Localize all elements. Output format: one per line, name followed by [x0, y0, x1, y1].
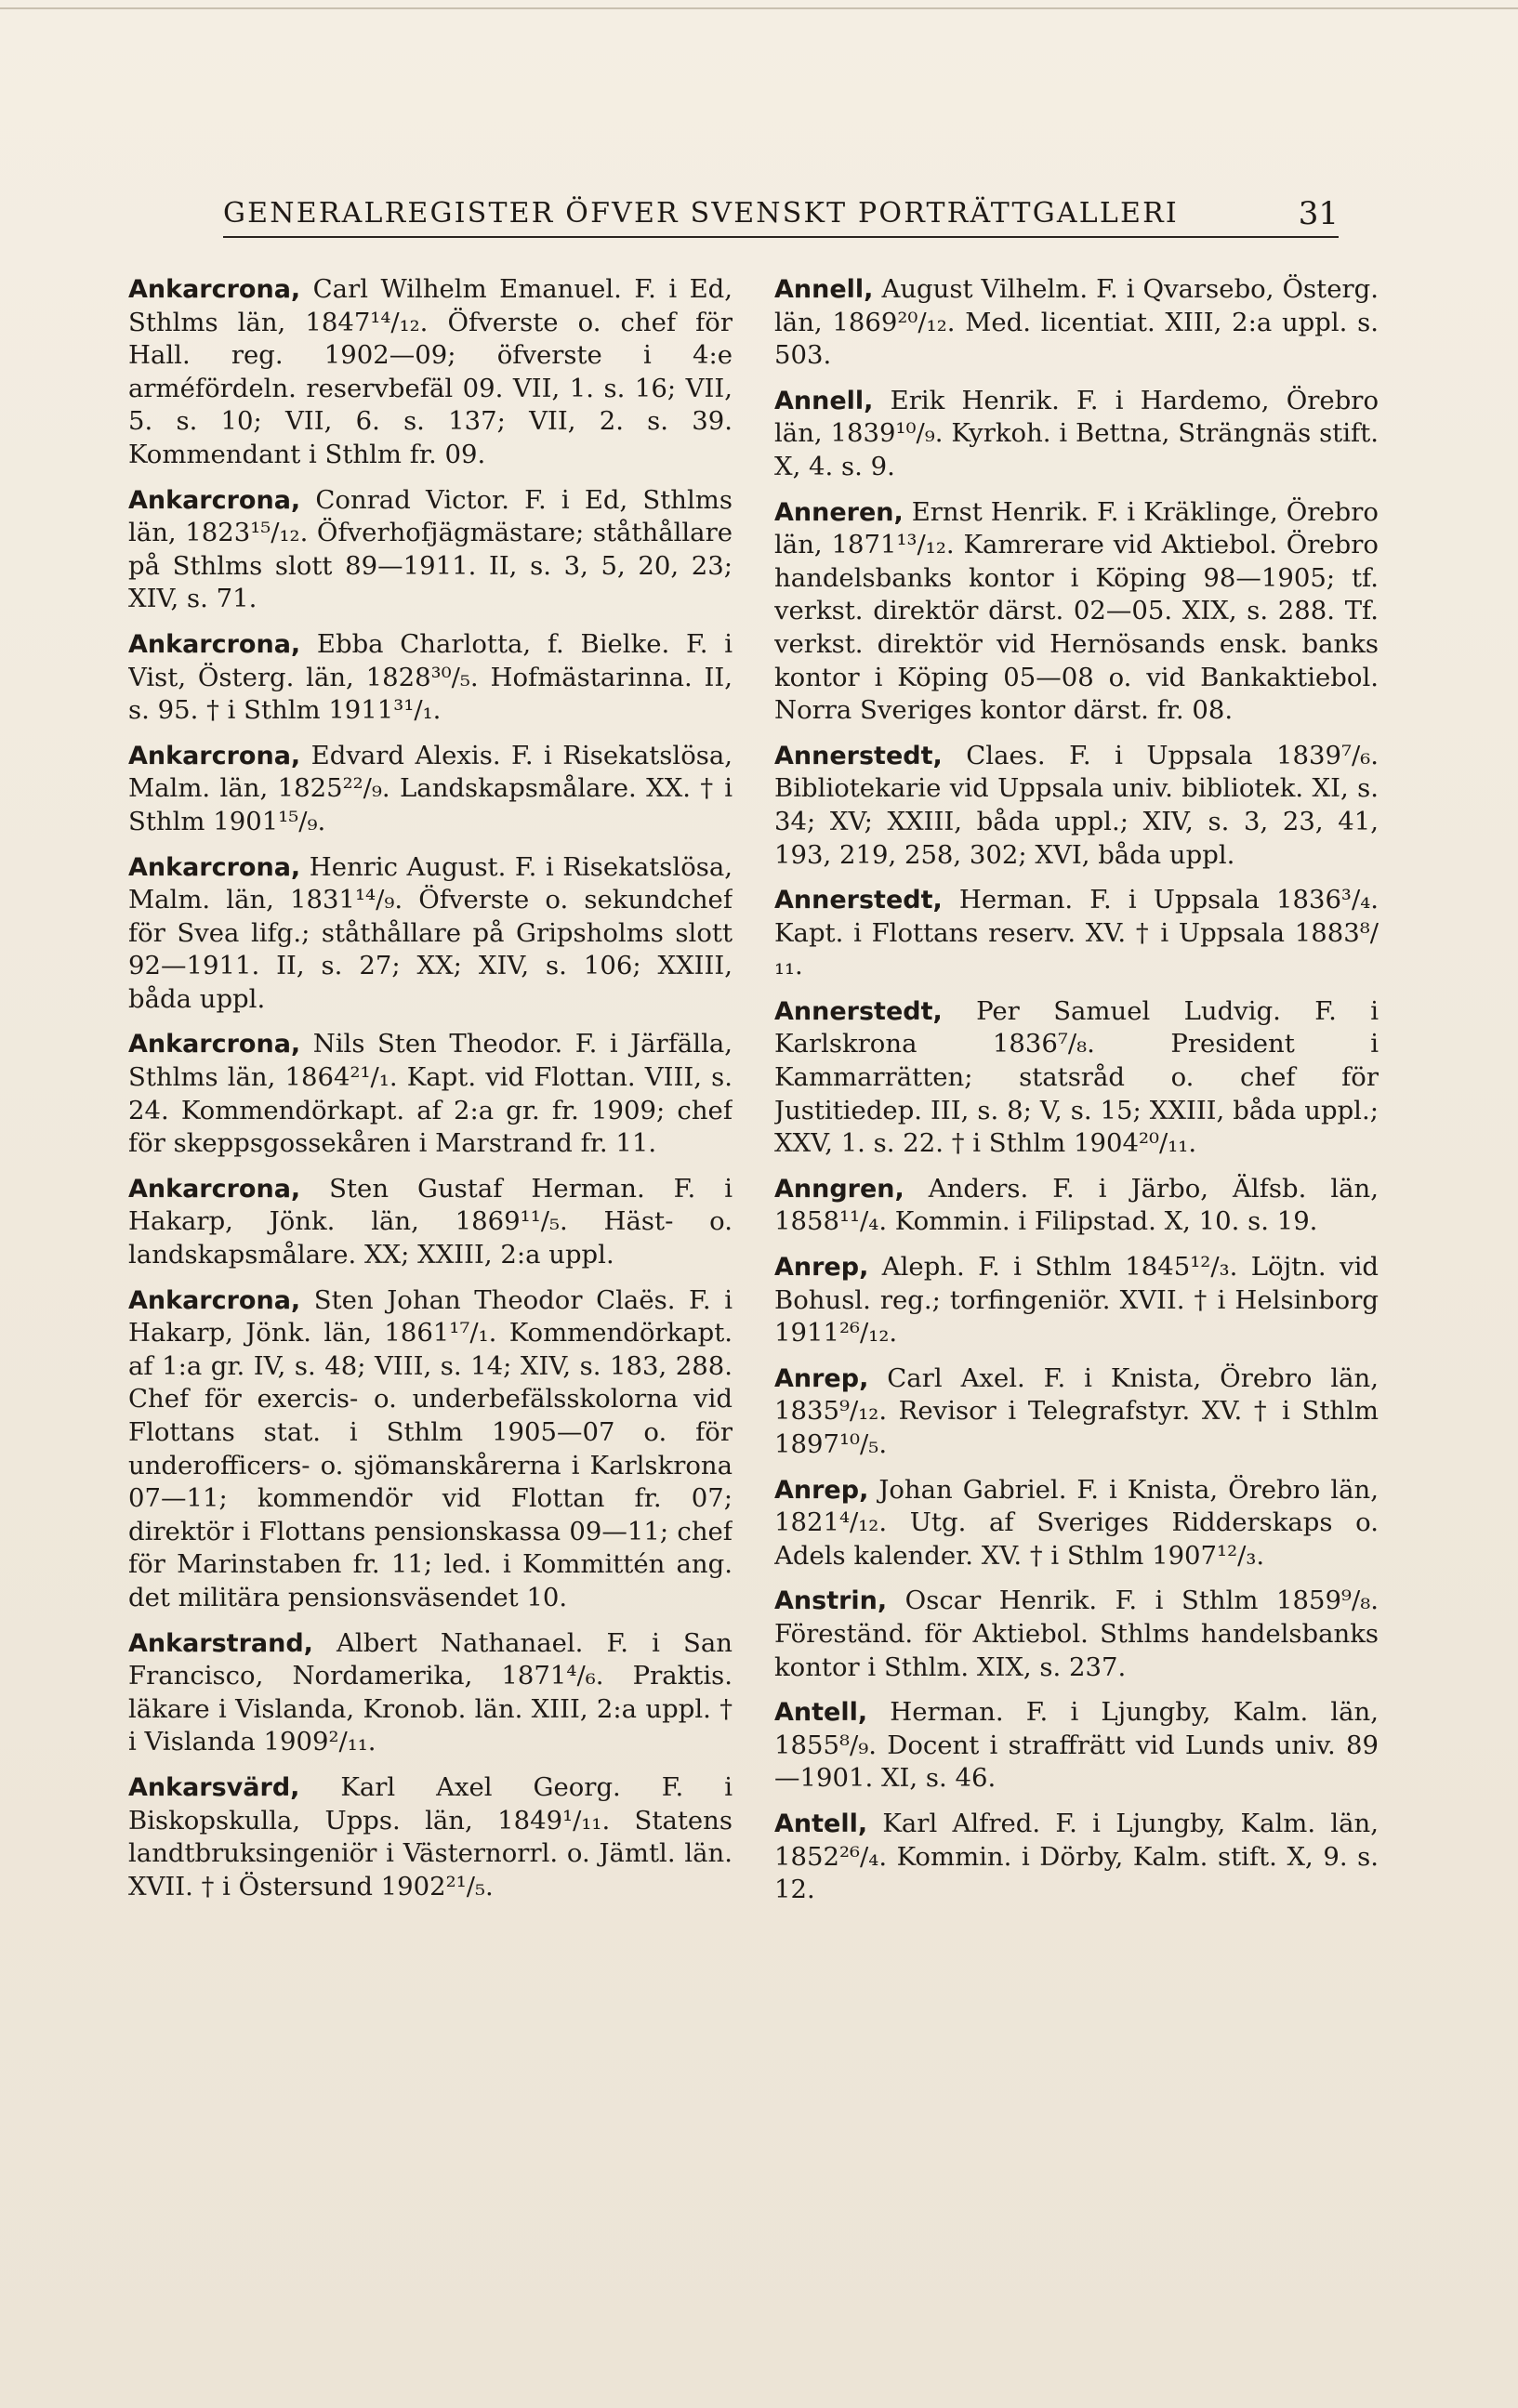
- register-entry: [774, 1251, 1379, 1350]
- entry-surname: Annerstedt,: [774, 996, 943, 1026]
- entry-surname: Annerstedt,: [774, 886, 943, 915]
- entry-text: Ebba Charlotta, f. Bielke. F. i Vist, Österg. län, 1828³⁰/₅. Hofmästarinna. II, s. 95. † i Sthlm 1911³¹/₁.: [128, 628, 733, 726]
- register-entry: [128, 1028, 733, 1160]
- register-entry: [774, 1585, 1379, 1684]
- entry-surname: Annell,: [774, 275, 874, 304]
- register-entry: [128, 1173, 733, 1272]
- register-entry: [774, 1696, 1379, 1796]
- entry-text: Anders. F. i Järbo, Älfsb. län, 1858¹¹/₄. Kommin. i Filipstad. X, 10. s. 19.: [774, 1173, 1379, 1237]
- left-column: [128, 273, 733, 2355]
- entry-text: Oscar Henrik. F. i Sthlm 1859⁹/₈. Föreständ. för Aktiebol. Sthlms handelsbanks kontor i Sthlm. XIX, s. 237.: [774, 1586, 1379, 1682]
- entry-text: Karl Alfred. F. i Ljungby, Kalm. län, 1852²⁶/₄. Kommin. i Dörby, Kalm. stift. X, 9. s. 12.: [774, 1808, 1379, 1905]
- entry-surname: Ankarstrand,: [128, 1628, 313, 1658]
- entry-surname: Anneren,: [774, 497, 904, 527]
- register-entry: [774, 740, 1379, 872]
- top-edge-line: [0, 7, 1518, 9]
- entry-text: Herman. F. i Ljungby, Kalm. län, 1855⁸/₉. Docent i straffrätt vid Lunds univ. 89—1901. XI, s. 46.: [774, 1697, 1379, 1794]
- entry-surname: Ankarcrona,: [128, 275, 301, 304]
- register-entry: [774, 995, 1379, 1161]
- entry-text: Herman. F. i Uppsala 1836³/₄. Kapt. i Flottans reserv. XV. † i Uppsala 1883⁸/₁₁.: [774, 885, 1379, 981]
- entry-text: Nils Sten Theodor. F. i Järfälla, Sthlms län, 1864²¹/₁. Kapt. vid Flottan. VIII, s. 24. Kommendörkapt. af 2:a gr. fr. 1909; chef för skeppsgossekåren i Marstrand fr. 11.: [128, 1029, 733, 1159]
- entry-text: Edvard Alexis. F. i Risekatslösa, Malm. län, 1825²²/₉. Landskapsmålare. XX. † i Sthlm 1901¹⁵/₉.: [128, 740, 733, 836]
- running-header: [223, 195, 1339, 238]
- register-entry: [774, 884, 1379, 983]
- entry-text: Johan Gabriel. F. i Knista, Örebro län, 1821⁴/₁₂. Utg. af Sveriges Ridderskaps o. Adels kalender. XV. † i Sthlm 1907¹²/₃.: [774, 1474, 1379, 1571]
- entry-text: Per Samuel Ludvig. F. i Karlskrona 1836⁷/₈. President i Kammarrätten; statsråd o. chef för Justitiedep. III, s. 8; V, s. 15; XXIII, båda uppl.; XXV, 1. s. 22. † i Sthlm 1904²⁰/₁₁.: [774, 995, 1379, 1159]
- right-column: [774, 273, 1379, 2355]
- entry-text: Ernst Henrik. F. i Kräklinge, Örebro län, 1871¹³/₁₂. Kamrerare vid Aktiebol. Örebro handelsbanks kontor i Köping 98—1905; tf. verkst. direktör därst. 02—05. XIX, s. 288. Tf. verkst. direktör vid Hernösands ensk. banks kontor i Köping 05—08 o. vid Bankaktiebol. Norra Sveriges kontor därst. fr. 08.: [774, 496, 1379, 726]
- entry-surname: Ankarcrona,: [128, 852, 301, 882]
- entry-surname: Ankarcrona,: [128, 485, 301, 515]
- register-entry: [774, 1362, 1379, 1462]
- register-entry: [774, 273, 1379, 373]
- entry-text: Sten Johan Theodor Claës. F. i Hakarp, Jönk. län, 1861¹⁷/₁. Kommendörkapt. af 1:a gr. IV, s. 48; VIII, s. 14; XIV, s. 183, 288. Chef för exercis- o. underbefälsskolorna vid Flottans stat. i Sthlm 1905—07 o. för underofficers- o. sjömanskårerna i Karlskrona 07—11; kommendör vid Flottan fr. 07; direktör i Flottans pensionskassa 09—11; chef för Marinstaben fr. 11; led. i Kommittén ang. det militära pensionsväsendet 10.: [128, 1284, 733, 1612]
- entry-text: Carl Axel. F. i Knista, Örebro län, 1835⁹/₁₂. Revisor i Telegrafstyr. XV. † i Sthlm 1897¹⁰/₅.: [774, 1362, 1379, 1459]
- entry-text: Henric August. F. i Risekatslösa, Malm. län, 1831¹⁴/₉. Öfverste o. sekundchef för Svea lifg.; ståthållare på Gripsholms slott 92—1911. II, s. 27; XX; XIV, s. 106; XXIII, båda uppl.: [128, 851, 733, 1014]
- entry-text: August Vilhelm. F. i Qvarsebo, Österg. län, 1869²⁰/₁₂. Med. licentiat. XIII, 2:a uppl. s. 503.: [774, 274, 1379, 371]
- entry-surname: Anstrin,: [774, 1586, 888, 1616]
- register-entry: [774, 1808, 1379, 1907]
- header-title: GENERALREGISTER ÖFVER SVENSKT PORTRÄTTGALLERI: [223, 197, 1179, 230]
- entry-text: Aleph. F. i Sthlm 1845¹²/₃. Löjtn. vid Bohusl. reg.; torfingeniör. XVII. † i Helsinborg 1911²⁶/₁₂.: [774, 1252, 1379, 1349]
- entry-surname: Anrep,: [774, 1475, 869, 1505]
- entry-surname: Antell,: [774, 1698, 868, 1728]
- register-entry: [128, 628, 733, 728]
- register-entry: [128, 273, 733, 472]
- entry-surname: Ankarcrona,: [128, 1030, 301, 1059]
- register-entry: [128, 1771, 733, 1903]
- register-entry: [128, 740, 733, 839]
- register-entry: [774, 496, 1379, 728]
- entry-surname: Ankarcrona,: [128, 1285, 301, 1315]
- entry-surname: Ankarcrona,: [128, 629, 301, 659]
- entry-surname: Ankarcrona,: [128, 1174, 301, 1204]
- register-entry: [128, 1284, 733, 1615]
- entry-surname: Antell,: [774, 1809, 868, 1838]
- entry-surname: Anngren,: [774, 1174, 904, 1204]
- entry-surname: Ankarsvärd,: [128, 1772, 300, 1802]
- entry-surname: Annerstedt,: [774, 741, 943, 770]
- entry-text: Conrad Victor. F. i Ed, Sthlms län, 1823¹⁵/₁₂. Öfverhofjägmästare; ståthållare på Sthlms slott 89—1911. II, s. 3, 5, 20, 23; XIV, s. 71.: [128, 484, 733, 614]
- entry-text: Erik Henrik. F. i Hardemo, Örebro län, 1839¹⁰/₉. Kyrkoh. i Bettna, Strängnäs stift. X, 4. s. 9.: [774, 385, 1379, 481]
- register-entry: [774, 1173, 1379, 1239]
- page-number: 31: [1298, 195, 1339, 232]
- entry-text: Sten Gustaf Herman. F. i Hakarp, Jönk. län, 1869¹¹/₅. Häst- o. landskapsmålare. XX; XXIII, 2:a uppl.: [128, 1173, 733, 1270]
- entry-surname: Anrep,: [774, 1253, 869, 1283]
- entry-text: Albert Nathanael. F. i San Francisco, Nordamerika, 1871⁴/₆. Praktis. läkare i Vislanda, Kronob. län. XIII, 2:a uppl. † i Vislanda 1909²/₁₁.: [128, 1627, 733, 1757]
- entry-surname: Annell,: [774, 386, 874, 415]
- entry-text: Karl Axel Georg. F. i Biskopskulla, Upps. län, 1849¹/₁₁. Statens landtbruksingeniör i Västernorrl. o. Jämtl. län. XVII. † i Östersund 1902²¹/₅.: [128, 1771, 733, 1901]
- register-entry: [128, 851, 733, 1017]
- register-entry: [128, 484, 733, 616]
- entry-text: Carl Wilhelm Emanuel. F. i Ed, Sthlms län, 1847¹⁴/₁₂. Öfverste o. chef för Hall. reg. 1902—09; öfverste i 4:e arméfördeln. reservbefäl 09. VII, 1. s. 16; VII, 5. s. 10; VII, 6. s. 137; VII, 2. s. 39. Kommendant i Sthlm fr. 09.: [128, 274, 733, 469]
- entry-text: Claes. F. i Uppsala 1839⁷/₆. Bibliotekarie vid Uppsala univ. bibliotek. XI, s. 34; XV; XXIII, båda uppl.; XIV, s. 3, 23, 41, 193, 219, 258, 302; XVI, båda uppl.: [774, 740, 1379, 870]
- entry-surname: Ankarcrona,: [128, 741, 301, 770]
- register-entry: [774, 385, 1379, 484]
- register-entry: [128, 1627, 733, 1759]
- register-entry: [774, 1474, 1379, 1573]
- entry-surname: Anrep,: [774, 1363, 869, 1393]
